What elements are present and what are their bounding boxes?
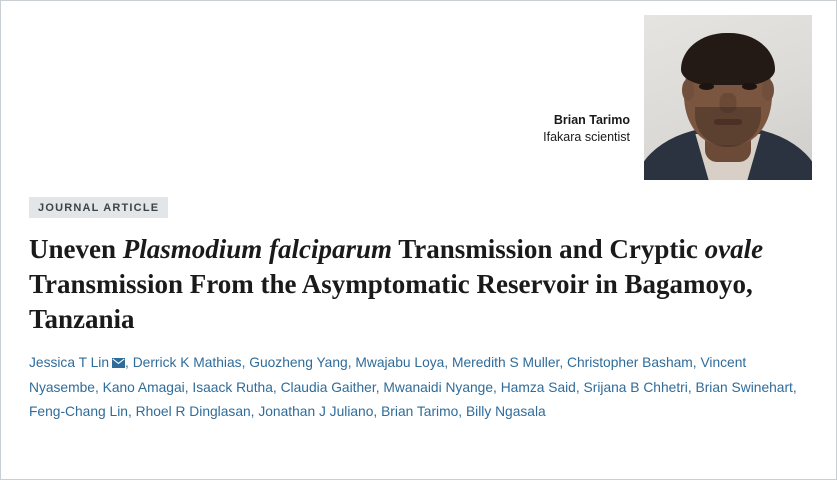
portrait-header-area xyxy=(1,1,836,197)
author-separator: , xyxy=(559,355,568,371)
author-separator: , xyxy=(184,380,193,395)
author-link[interactable]: Vincent Nyasembe xyxy=(29,355,747,395)
author-separator: , xyxy=(94,380,103,395)
author-link[interactable]: Christopher Basham xyxy=(567,355,693,371)
content-type-badge: JOURNAL ARTICLE xyxy=(29,197,168,218)
author-separator: , xyxy=(241,355,250,371)
author-separator: , xyxy=(687,380,696,395)
portrait-name: Brian Tarimo xyxy=(553,113,630,128)
author-separator: , xyxy=(127,403,136,419)
author-link[interactable]: Srijana B Chhetri xyxy=(583,380,688,395)
author-link[interactable]: Rhoel R Dinglasan xyxy=(135,403,251,419)
author-link[interactable]: Guozheng Yang xyxy=(249,355,348,371)
article-title xyxy=(29,232,810,337)
author-link[interactable]: Mwanaidi Nyange xyxy=(383,380,494,395)
author-list xyxy=(29,351,810,423)
envelope-icon[interactable] xyxy=(112,352,125,376)
title-segment-3: ovale xyxy=(704,234,764,264)
author-link[interactable]: Hamza Said xyxy=(500,380,576,395)
article-content xyxy=(1,197,836,423)
author-link[interactable]: Brian Tarimo xyxy=(381,403,459,419)
portrait-eye-left xyxy=(699,83,714,90)
author-link[interactable]: Derrick K Mathias xyxy=(132,355,242,371)
author-link[interactable]: Mwajabu Loya xyxy=(355,355,445,371)
portrait-block xyxy=(543,15,812,180)
portrait-brow-left xyxy=(697,75,716,80)
author-link[interactable]: Kano Amagai xyxy=(102,380,185,395)
author-link[interactable]: Claudia Gaither xyxy=(280,380,376,395)
author-separator: , xyxy=(125,355,133,371)
author-link[interactable]: Jonathan J Juliano xyxy=(258,403,374,419)
author-separator: , xyxy=(444,355,452,371)
author-link[interactable]: Brian Swinehart xyxy=(695,380,793,395)
portrait-brow-right xyxy=(740,75,759,80)
title-segment-2: Transmission and Cryptic xyxy=(392,234,705,264)
portrait-photo xyxy=(644,15,812,180)
title-segment-0: Uneven xyxy=(29,234,123,264)
portrait-eye-right xyxy=(742,83,757,90)
author-link[interactable]: Isaack Rutha xyxy=(192,380,273,395)
author-separator: , xyxy=(347,355,356,371)
title-segment-1: Plasmodium falciparum xyxy=(122,234,393,264)
author-link[interactable]: Jessica T Lin xyxy=(29,355,110,371)
title-segment-4: Transmission From the Asymptomatic Reservoir in Bagamoyo, Tanzania xyxy=(29,269,753,335)
author-separator: , xyxy=(272,380,281,395)
author-separator: , xyxy=(250,403,259,419)
author-separator: , xyxy=(493,380,501,395)
portrait-ear-right xyxy=(762,79,774,101)
author-separator: , xyxy=(375,380,384,395)
portrait-mouth xyxy=(714,119,742,125)
author-separator: , xyxy=(692,355,701,371)
author-link[interactable]: Feng-Chang Lin xyxy=(29,403,128,419)
portrait-caption xyxy=(543,112,630,180)
author-separator: , xyxy=(458,403,466,419)
author-link[interactable]: Meredith S Muller xyxy=(452,355,560,371)
author-link[interactable]: Billy Ngasala xyxy=(465,403,546,419)
author-separator: , xyxy=(575,380,584,395)
author-separator: , xyxy=(792,380,797,395)
portrait-role: Ifakara scientist xyxy=(543,130,630,145)
author-separator: , xyxy=(373,403,382,419)
portrait-ear-left xyxy=(682,79,694,101)
